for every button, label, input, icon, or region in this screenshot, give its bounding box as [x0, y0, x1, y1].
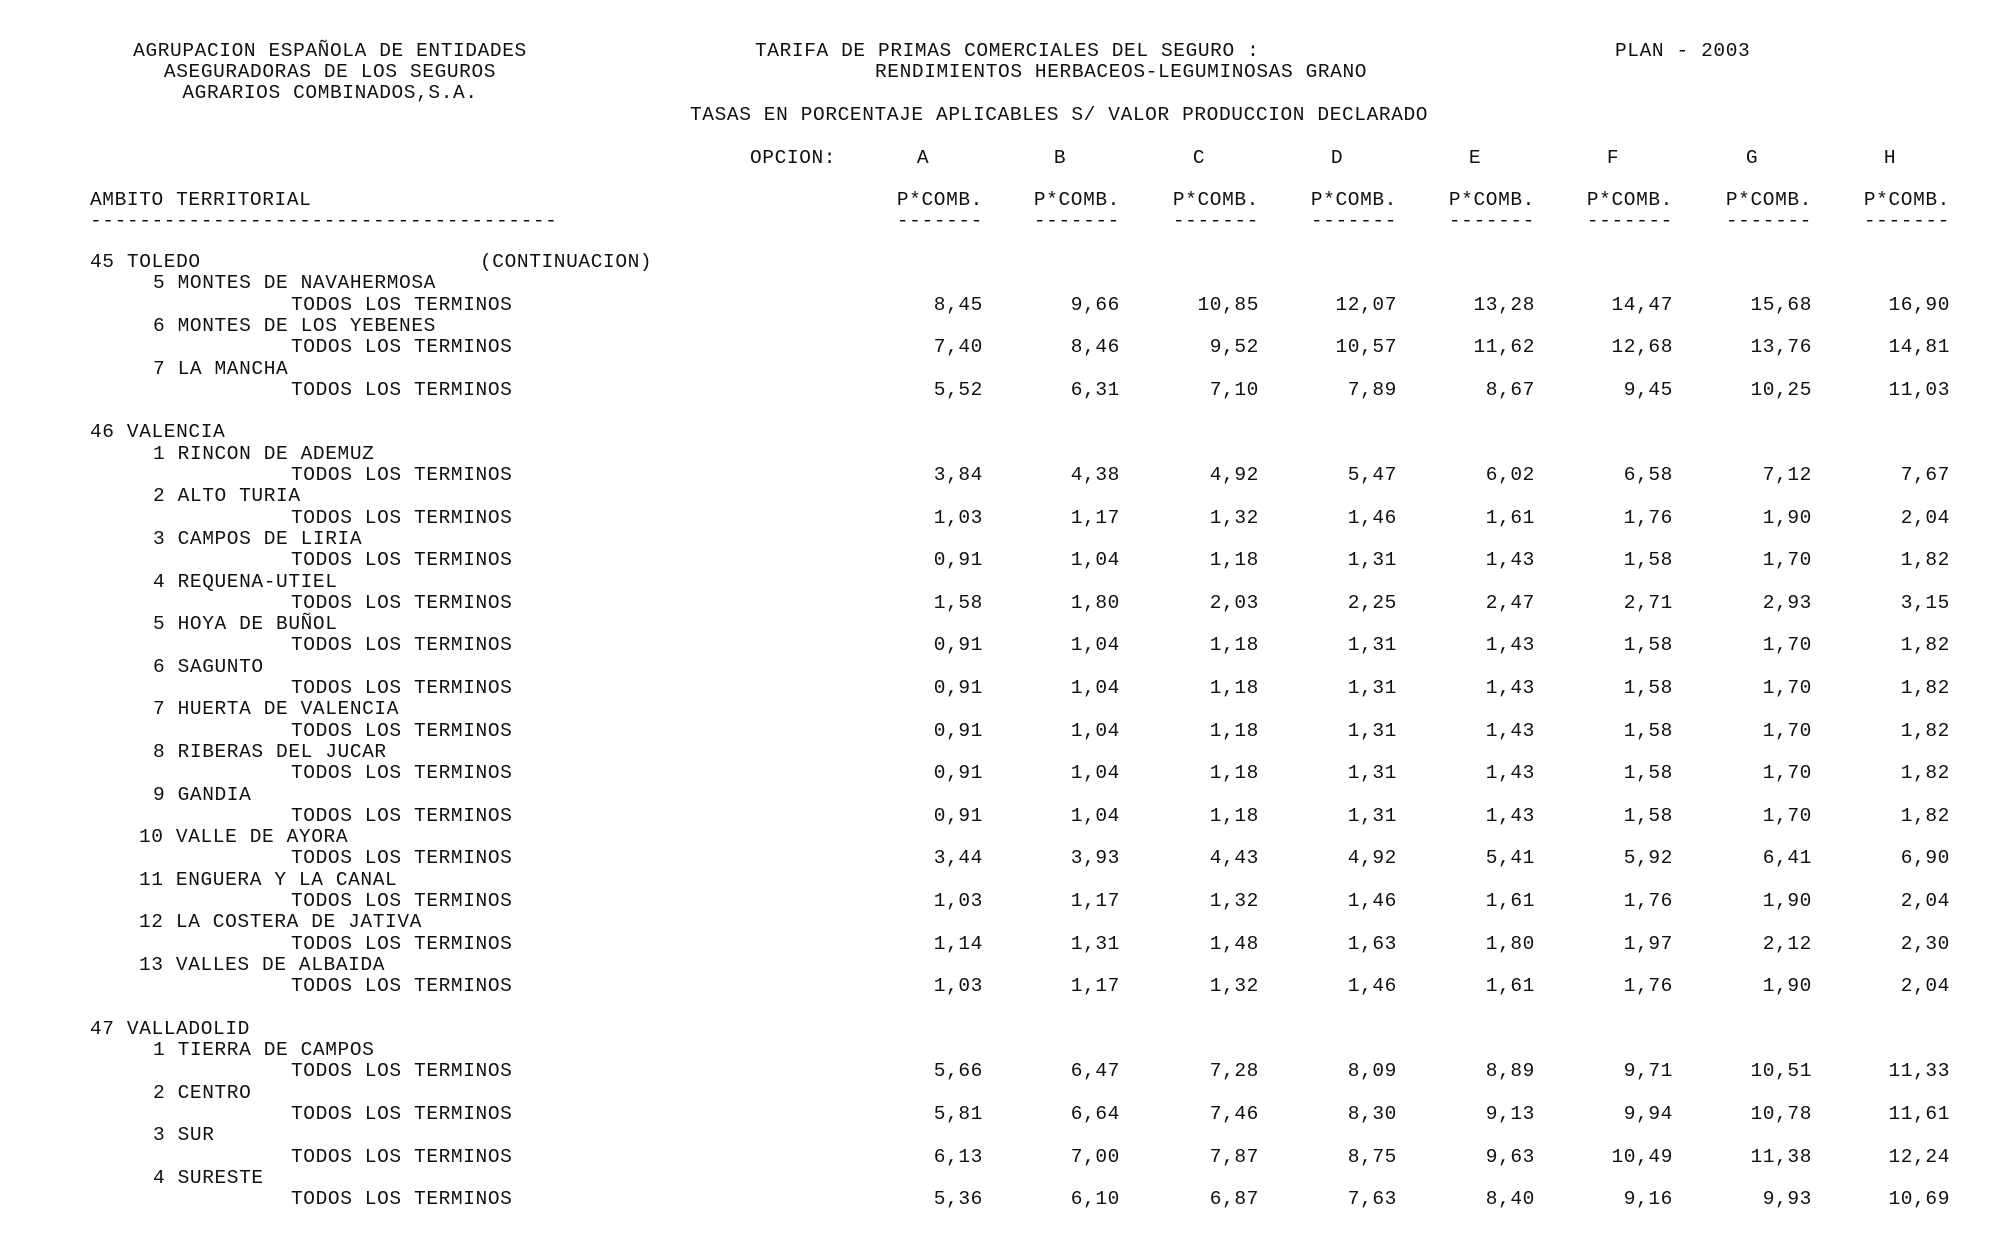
rate-cell-b: 1,17	[1070, 506, 1120, 529]
rate-cell-c: 9,52	[1209, 336, 1259, 359]
column-header-a: P*COMB.	[896, 189, 983, 211]
rate-cell-h: 11,03	[1888, 378, 1950, 401]
column-header-b: P*COMB.	[1033, 189, 1120, 211]
rate-cell-e: 9,63	[1485, 1145, 1535, 1168]
rate-cell-b: 7,00	[1070, 1145, 1120, 1168]
rate-cell-e: 1,43	[1485, 549, 1535, 572]
table-row: TODOS LOS TERMINOS	[291, 847, 513, 870]
rate-cell-f: 2,71	[1623, 591, 1673, 614]
column-header-e: P*COMB.	[1448, 189, 1535, 211]
rate-cell-b: 1,04	[1070, 762, 1120, 785]
rate-cell-h: 1,82	[1900, 719, 1950, 742]
rate-cell-f: 9,71	[1623, 1060, 1673, 1083]
table-row: TODOS LOS TERMINOS	[291, 975, 513, 998]
rate-cell-d: 1,31	[1347, 634, 1397, 657]
rate-cell-e: 1,61	[1485, 975, 1535, 998]
comarca-name: 3 CAMPOS DE LIRIA	[153, 527, 363, 550]
rate-cell-e: 11,62	[1473, 336, 1535, 359]
rate-cell-a: 6,13	[933, 1145, 983, 1168]
rate-cell-b: 3,93	[1070, 847, 1120, 870]
rates-note: TASAS EN PORCENTAJE APLICABLES S/ VALOR PRODUCCION DECLARADO	[690, 104, 1429, 126]
rate-cell-e: 5,41	[1485, 847, 1535, 870]
rate-cell-d: 4,92	[1347, 847, 1397, 870]
rate-cell-d: 8,09	[1347, 1060, 1397, 1083]
comarca-name: 1 TIERRA DE CAMPOS	[153, 1039, 375, 1062]
rate-cell-a: 0,91	[933, 719, 983, 742]
rate-cell-b: 1,04	[1070, 677, 1120, 699]
rate-cell-c: 7,10	[1209, 378, 1259, 401]
rate-cell-g: 6,41	[1762, 847, 1812, 870]
org-line-2: ASEGURADORAS DE LOS SEGUROS	[163, 61, 497, 83]
rate-cell-c: 7,28	[1209, 1060, 1259, 1083]
rate-cell-f: 1,76	[1623, 890, 1673, 912]
table-row: TODOS LOS TERMINOS	[291, 464, 513, 486]
column-underline-g: -------	[1725, 210, 1812, 232]
rate-cell-e: 8,89	[1485, 1060, 1535, 1083]
comarca-name: 8 RIBERAS DEL JUCAR	[153, 740, 387, 763]
province-name: 47 VALLADOLID	[90, 1017, 250, 1040]
rate-cell-a: 0,91	[933, 804, 983, 827]
rate-cell-e: 1,61	[1485, 506, 1535, 529]
rate-cell-b: 4,38	[1070, 464, 1120, 486]
rate-cell-f: 12,68	[1611, 336, 1673, 359]
rate-cell-b: 1,04	[1070, 719, 1120, 742]
table-row: TODOS LOS TERMINOS	[291, 1188, 513, 1211]
rate-cell-g: 1,70	[1762, 634, 1812, 657]
rate-cell-a: 0,91	[933, 677, 983, 699]
rate-cell-a: 1,03	[933, 506, 983, 529]
rate-cell-d: 1,63	[1347, 932, 1397, 955]
rate-cell-g: 7,12	[1762, 464, 1812, 486]
rate-cell-g: 10,78	[1750, 1103, 1812, 1125]
rate-cell-h: 3,15	[1900, 591, 1950, 614]
rate-cell-b: 6,64	[1070, 1103, 1120, 1125]
option-letter-h: H	[1883, 147, 1897, 169]
rate-cell-c: 1,18	[1209, 719, 1259, 742]
rate-cell-f: 9,45	[1623, 378, 1673, 401]
tariff-subtitle: RENDIMIENTOS HERBACEOS-LEGUMINOSAS GRANO	[875, 61, 1368, 83]
rate-cell-g: 2,93	[1762, 591, 1812, 614]
rate-cell-a: 8,45	[933, 293, 983, 316]
rate-cell-e: 8,67	[1485, 378, 1535, 401]
rate-cell-b: 6,10	[1070, 1188, 1120, 1211]
rate-cell-d: 1,31	[1347, 677, 1397, 699]
rate-cell-h: 2,04	[1900, 975, 1950, 998]
rate-cell-d: 1,31	[1347, 719, 1397, 742]
rate-cell-g: 1,90	[1762, 506, 1812, 529]
rate-cell-c: 1,18	[1209, 634, 1259, 657]
rate-cell-d: 1,46	[1347, 890, 1397, 912]
rate-cell-a: 5,36	[933, 1188, 983, 1211]
rate-cell-c: 1,18	[1209, 677, 1259, 699]
column-underline-e: -------	[1448, 210, 1535, 232]
rate-cell-g: 10,25	[1750, 378, 1812, 401]
rate-cell-c: 1,48	[1209, 932, 1259, 955]
rate-cell-h: 2,30	[1900, 932, 1950, 955]
rate-cell-c: 1,18	[1209, 549, 1259, 572]
table-row: TODOS LOS TERMINOS	[291, 506, 513, 529]
rate-cell-g: 1,70	[1762, 677, 1812, 699]
rate-cell-c: 10,85	[1197, 293, 1259, 316]
rate-cell-a: 3,84	[933, 464, 983, 486]
rate-cell-a: 5,66	[933, 1060, 983, 1083]
rate-cell-g: 15,68	[1750, 293, 1812, 316]
comarca-name: 2 ALTO TURIA	[153, 485, 301, 508]
column-header-h: P*COMB.	[1863, 189, 1950, 211]
rate-cell-g: 1,70	[1762, 719, 1812, 742]
rate-cell-c: 6,87	[1209, 1188, 1259, 1211]
rate-cell-g: 10,51	[1750, 1060, 1812, 1083]
rate-cell-c: 4,43	[1209, 847, 1259, 870]
rate-cell-g: 1,70	[1762, 804, 1812, 827]
org-line-3: AGRARIOS COMBINADOS,S.A.	[182, 82, 478, 104]
rate-cell-f: 1,76	[1623, 506, 1673, 529]
rate-cell-e: 1,80	[1485, 932, 1535, 955]
rate-cell-a: 7,40	[933, 336, 983, 359]
option-letter-g: G	[1745, 147, 1759, 169]
rate-cell-e: 1,43	[1485, 762, 1535, 785]
rate-cell-g: 9,93	[1762, 1188, 1812, 1211]
rate-cell-h: 12,24	[1888, 1145, 1950, 1168]
table-row: TODOS LOS TERMINOS	[291, 677, 513, 699]
rate-cell-a: 1,58	[933, 591, 983, 614]
table-row: TODOS LOS TERMINOS	[291, 591, 513, 614]
comarca-name: 9 GANDIA	[153, 783, 252, 806]
table-row: TODOS LOS TERMINOS	[291, 890, 513, 912]
rate-cell-b: 1,80	[1070, 591, 1120, 614]
comarca-name: 11 ENGUERA Y LA CANAL	[139, 868, 398, 891]
rate-cell-f: 9,94	[1623, 1103, 1673, 1125]
comarca-name: 7 LA MANCHA	[153, 357, 289, 380]
column-underline-c: -------	[1172, 210, 1259, 232]
rate-cell-g: 2,12	[1762, 932, 1812, 955]
rate-cell-c: 7,87	[1209, 1145, 1259, 1168]
rate-cell-d: 1,46	[1347, 975, 1397, 998]
rate-cell-f: 1,58	[1623, 634, 1673, 657]
rate-cell-h: 2,04	[1900, 506, 1950, 529]
rate-cell-f: 14,47	[1611, 293, 1673, 316]
province-name: 46 VALENCIA	[90, 421, 226, 444]
rate-cell-c: 1,32	[1209, 975, 1259, 998]
rate-cell-e: 9,13	[1485, 1103, 1535, 1125]
rate-cell-e: 1,61	[1485, 890, 1535, 912]
table-row: TODOS LOS TERMINOS	[291, 378, 513, 401]
table-row: TODOS LOS TERMINOS	[291, 549, 513, 572]
rate-cell-e: 2,47	[1485, 591, 1535, 614]
rate-cell-b: 1,17	[1070, 890, 1120, 912]
rate-cell-a: 1,14	[933, 932, 983, 955]
table-row: TODOS LOS TERMINOS	[291, 762, 513, 785]
rate-cell-h: 6,90	[1900, 847, 1950, 870]
rate-cell-b: 6,47	[1070, 1060, 1120, 1083]
rate-cell-h: 7,67	[1900, 464, 1950, 486]
rate-cell-c: 4,92	[1209, 464, 1259, 486]
rate-cell-h: 14,81	[1888, 336, 1950, 359]
rate-cell-d: 8,75	[1347, 1145, 1397, 1168]
rate-cell-e: 1,43	[1485, 634, 1535, 657]
rate-cell-c: 7,46	[1209, 1103, 1259, 1125]
option-letter-b: B	[1053, 147, 1067, 169]
rate-cell-c: 1,18	[1209, 762, 1259, 785]
rate-cell-h: 11,61	[1888, 1103, 1950, 1125]
option-letter-d: D	[1330, 147, 1344, 169]
rate-cell-e: 6,02	[1485, 464, 1535, 486]
comarca-name: 6 MONTES DE LOS YEBENES	[153, 314, 436, 337]
comarca-name: 4 REQUENA-UTIEL	[153, 570, 338, 593]
rate-cell-f: 1,97	[1623, 932, 1673, 955]
rate-cell-d: 8,30	[1347, 1103, 1397, 1125]
rate-cell-d: 7,89	[1347, 378, 1397, 401]
rate-cell-c: 1,32	[1209, 506, 1259, 529]
rate-cell-e: 1,43	[1485, 804, 1535, 827]
column-header-g: P*COMB.	[1725, 189, 1812, 211]
comarca-name: 6 SAGUNTO	[153, 655, 264, 678]
comarca-name: 5 HOYA DE BUÑOL	[153, 613, 338, 636]
rate-cell-f: 1,58	[1623, 677, 1673, 699]
rate-cell-b: 1,04	[1070, 804, 1120, 827]
column-underline-h: -------	[1863, 210, 1950, 232]
org-line-1: AGRUPACION ESPAÑOLA DE ENTIDADES	[133, 40, 527, 62]
comarca-name: 7 HUERTA DE VALENCIA	[153, 698, 400, 721]
comarca-name: 3 SUR	[153, 1124, 215, 1147]
rate-cell-d: 1,46	[1347, 506, 1397, 529]
rate-cell-d: 7,63	[1347, 1188, 1397, 1211]
table-row: TODOS LOS TERMINOS	[291, 1103, 513, 1125]
column-header-d: P*COMB.	[1310, 189, 1397, 211]
comarca-name: 13 VALLES DE ALBAIDA	[139, 953, 386, 976]
option-letter-e: E	[1468, 147, 1482, 169]
rate-cell-e: 1,43	[1485, 719, 1535, 742]
rate-cell-d: 1,31	[1347, 549, 1397, 572]
tariff-title: TARIFA DE PRIMAS COMERCIALES DEL SEGURO :	[755, 40, 1260, 62]
rate-cell-c: 1,18	[1209, 804, 1259, 827]
rate-cell-g: 1,90	[1762, 890, 1812, 912]
table-row: TODOS LOS TERMINOS	[291, 1060, 513, 1083]
province-name: 45 TOLEDO	[90, 251, 201, 273]
comarca-name: 10 VALLE DE AYORA	[139, 826, 349, 849]
rate-cell-f: 1,58	[1623, 762, 1673, 785]
option-letter-c: C	[1192, 147, 1206, 169]
rate-cell-h: 1,82	[1900, 634, 1950, 657]
rate-cell-f: 1,58	[1623, 804, 1673, 827]
comarca-name: 4 SURESTE	[153, 1166, 264, 1189]
rate-cell-d: 10,57	[1335, 336, 1397, 359]
rate-cell-h: 1,82	[1900, 804, 1950, 827]
option-letter-a: A	[916, 147, 930, 169]
rate-cell-d: 1,31	[1347, 762, 1397, 785]
comarca-name: 1 RINCON DE ADEMUZ	[153, 442, 375, 465]
rate-cell-b: 8,46	[1070, 336, 1120, 359]
rate-cell-f: 1,58	[1623, 719, 1673, 742]
rate-cell-c: 2,03	[1209, 591, 1259, 614]
comarca-name: 2 CENTRO	[153, 1081, 252, 1104]
rate-cell-e: 13,28	[1473, 293, 1535, 316]
rate-cell-f: 10,49	[1611, 1145, 1673, 1168]
rate-cell-d: 1,31	[1347, 804, 1397, 827]
rate-cell-b: 1,31	[1070, 932, 1120, 955]
column-header-c: P*COMB.	[1172, 189, 1259, 211]
option-letter-f: F	[1606, 147, 1620, 169]
ambito-underline: --------------------------------------	[90, 210, 558, 232]
rate-cell-f: 9,16	[1623, 1188, 1673, 1211]
rate-cell-g: 11,38	[1750, 1145, 1812, 1168]
column-underline-f: -------	[1586, 210, 1673, 232]
rate-cell-a: 1,03	[933, 975, 983, 998]
table-row: TODOS LOS TERMINOS	[291, 719, 513, 742]
rate-cell-a: 0,91	[933, 549, 983, 572]
option-label: OPCION:	[750, 147, 837, 169]
comarca-name: 5 MONTES DE NAVAHERMOSA	[153, 272, 436, 295]
plan-label: PLAN - 2003	[1615, 40, 1751, 62]
table-row: TODOS LOS TERMINOS	[291, 293, 513, 316]
rate-cell-g: 1,70	[1762, 549, 1812, 572]
rate-cell-b: 1,17	[1070, 975, 1120, 998]
table-row: TODOS LOS TERMINOS	[291, 634, 513, 657]
rate-cell-g: 1,90	[1762, 975, 1812, 998]
rate-cell-a: 3,44	[933, 847, 983, 870]
column-underline-d: -------	[1310, 210, 1397, 232]
rate-cell-a: 5,52	[933, 378, 983, 401]
table-row: TODOS LOS TERMINOS	[291, 336, 513, 359]
rate-cell-f: 6,58	[1623, 464, 1673, 486]
rate-cell-h: 1,82	[1900, 549, 1950, 572]
rate-cell-g: 13,76	[1750, 336, 1812, 359]
table-row: TODOS LOS TERMINOS	[291, 804, 513, 827]
rate-cell-b: 1,04	[1070, 634, 1120, 657]
column-header-f: P*COMB.	[1586, 189, 1673, 211]
table-row: TODOS LOS TERMINOS	[291, 1145, 513, 1168]
continuation-label: (CONTINUACION)	[480, 251, 653, 273]
rate-cell-a: 0,91	[933, 762, 983, 785]
rate-cell-h: 11,33	[1888, 1060, 1950, 1083]
rate-cell-b: 1,04	[1070, 549, 1120, 572]
rate-cell-h: 2,04	[1900, 890, 1950, 912]
rate-cell-h: 1,82	[1900, 762, 1950, 785]
rate-cell-b: 6,31	[1070, 378, 1120, 401]
rate-cell-b: 9,66	[1070, 293, 1120, 316]
rate-cell-h: 16,90	[1888, 293, 1950, 316]
rate-cell-a: 1,03	[933, 890, 983, 912]
comarca-name: 12 LA COSTERA DE JATIVA	[139, 911, 422, 934]
rate-cell-d: 5,47	[1347, 464, 1397, 486]
rate-cell-g: 1,70	[1762, 762, 1812, 785]
rate-cell-e: 8,40	[1485, 1188, 1535, 1211]
rate-cell-d: 2,25	[1347, 591, 1397, 614]
rate-cell-a: 0,91	[933, 634, 983, 657]
ambito-label: AMBITO TERRITORIAL	[90, 189, 312, 211]
rate-cell-f: 1,76	[1623, 975, 1673, 998]
rate-cell-f: 5,92	[1623, 847, 1673, 870]
rate-cell-h: 10,69	[1888, 1188, 1950, 1211]
rate-cell-a: 5,81	[933, 1103, 983, 1125]
rate-cell-f: 1,58	[1623, 549, 1673, 572]
column-underline-a: -------	[896, 210, 983, 232]
rate-cell-e: 1,43	[1485, 677, 1535, 699]
rate-cell-d: 12,07	[1335, 293, 1397, 316]
rate-cell-c: 1,32	[1209, 890, 1259, 912]
column-underline-b: -------	[1033, 210, 1120, 232]
rate-cell-h: 1,82	[1900, 677, 1950, 699]
table-row: TODOS LOS TERMINOS	[291, 932, 513, 955]
